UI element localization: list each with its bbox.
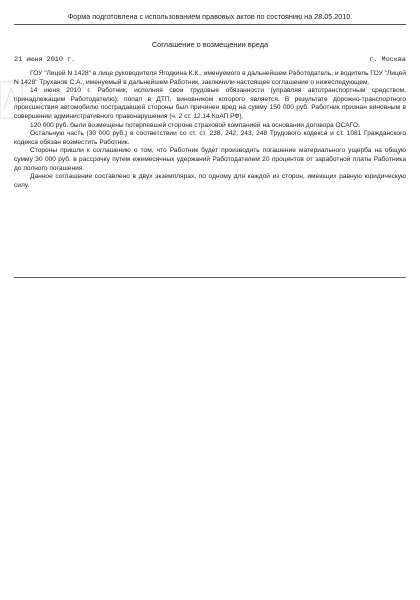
paragraph-insurance: 120 000 руб. были возмещены потерпевшей стороне страховой компанией на основании договора ОСАГО. — [30, 121, 360, 129]
document-date: 21 июня 2010 г. — [14, 56, 76, 64]
paragraph-repayment: Стороны пришли к соглашению о том, что Работник будет производить погашение материального ущерба на общую сумму 30 000 руб. в рассрочку путем ежемесячных удержаний Работодателем 20 процентов от заработной платы Работника до полного погашения. — [14, 147, 406, 172]
paragraph-remaining: Остальную часть (30 000 руб.) в соответствии со ст. ст. 238, 242, 243, 248 Трудового кодекса и ст. 1081 Гражданского кодекса обязан возместить Работник. — [14, 130, 406, 146]
document-title: Соглашение о возмещении вреда — [151, 40, 269, 49]
paragraph-parties: ГОУ "Лицей N 1428" в лице руководителя Ягодкина К.К., именуемого в дальнейшем Работодатель, и водитель ГОУ "Лицей N 1428" Труханов С.А., именуемый в дальнейшем Работник, заключили настоящее соглашение о нижеследующем. — [14, 70, 406, 86]
document-city: г. Москва — [369, 56, 406, 64]
document-body — [14, 70, 406, 190]
paragraph-copies: Данное соглашение составлено в двух экземплярах, по одному для каждой из сторон, имеющих равную юридическую силу. — [14, 173, 406, 189]
paragraph-incident: 14 июня 2010 г. Работник, исполняя свои трудовые обязанности (управляя автотранспортным средством, принадлежащим Работодателю), попал в ДТП, виновником которого является. В результате дорожно-транспортного происшествия автомобилю пострадавшей стороны был причинен вред на сумму 150 000 руб. Работник признан виновным в совершении административного правонарушения (ч. 2 ст. 12.14 КоАП РФ). — [14, 87, 406, 120]
form-header-note: Форма подготовлена с использованием правовых актов по состоянию на 28.05.2010. — [14, 12, 406, 25]
bottom-divider — [14, 277, 406, 278]
